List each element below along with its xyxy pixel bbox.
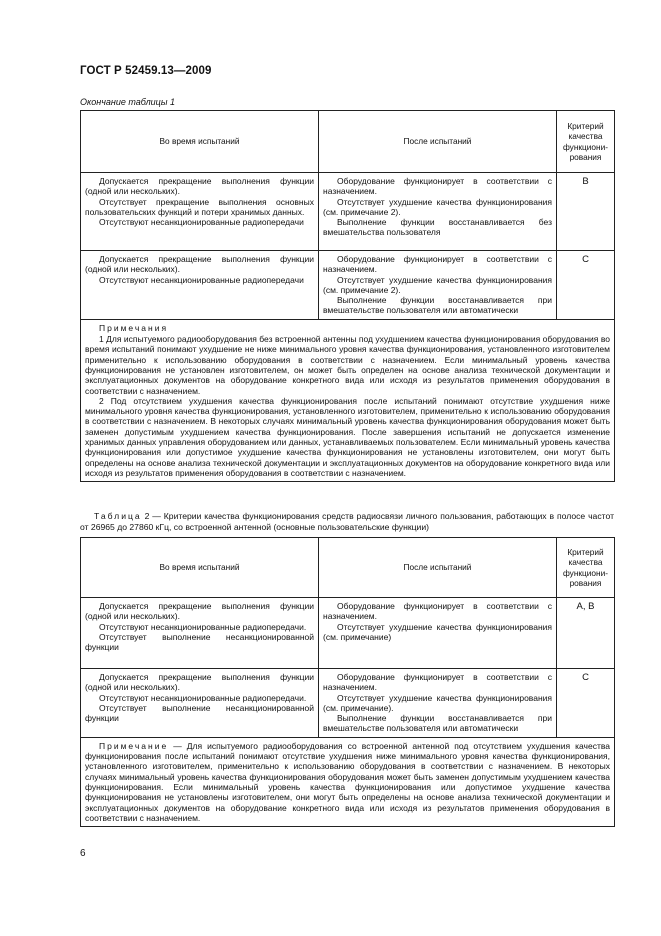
cell-paragraph: Оборудование функционирует в соответствии с назначением. — [323, 176, 552, 197]
note-text: — Для испытуемого радиооборудования со встроенной антенной под отсутствием ухудшения качества функционирования после испытаний понимают отсутствие ухудшения ниже минимального уровня качества функционирования, установленного изготовителем, применительно к использованию оборудования в соответствии с назначением. В некоторых случаях минимальный уровень качества функционирования оборудования может быть заменен допустимым ухудшением качества функционирования. Если минимальный уровень качества функционирования или допустимое ухудшение качества функционирования не установлены изготовителем, они могут быть определены на основе анализа технической документации и эксплуатационных документов на оборудование конкретного вида или исходя из результатов применения оборудования в соответствии с назначением. — [85, 740, 610, 823]
table2-caption — [80, 511, 614, 532]
cell-paragraph: Выполнение функции восстанавливается при вмешательстве пользователя или автоматически — [323, 713, 552, 734]
cell-paragraph: Отсутствуют несанкционированные радиопередачи. — [99, 692, 307, 703]
table2-row2-after — [319, 669, 557, 738]
table1-header-criterion: Критерий качества функциони-рования — [557, 111, 615, 173]
table1-row2-criterion: C — [557, 251, 615, 320]
cell-paragraph: Отсутствует ухудшение качества функционирования (см. примечание 2). — [323, 274, 552, 295]
table1-row1-criterion: B — [557, 173, 615, 251]
cell-paragraph: Отсутствует прекращение выполнения основных пользовательских функций и потери хранимых данных. — [85, 196, 314, 217]
table2-caption-label: Таблица — [94, 511, 142, 521]
table-row — [81, 598, 615, 669]
cell-paragraph: Выполнение функции восстанавливается при вмешательстве пользователя или автоматически — [323, 295, 552, 316]
table-row — [81, 669, 615, 738]
table-row — [81, 173, 615, 251]
table1-notes-row — [81, 319, 615, 481]
table1 — [80, 110, 615, 482]
cell-paragraph: Отсутствует ухудшение качества функционирования (см. примечание). — [323, 692, 552, 713]
notes-title: Примечания — [99, 322, 169, 333]
cell-paragraph: Выполнение функции восстанавливается без вмешательства пользователя — [323, 217, 552, 238]
table2-header-after: После испытаний — [319, 538, 557, 598]
note-label: Примечание — [99, 740, 169, 751]
cell-paragraph: Оборудование функционирует в соответствии с назначением. — [323, 254, 552, 275]
cell-paragraph: Оборудование функционирует в соответствии с назначением. — [323, 672, 552, 693]
note-paragraph — [85, 741, 610, 823]
cell-paragraph: Допускается прекращение выполнения функции (одной или нескольких). — [85, 601, 314, 622]
table2-row1-after — [319, 598, 557, 669]
cell-paragraph: Отсутствует ухудшение качества функционирования (см. примечание) — [323, 621, 552, 642]
table1-caption: Окончание таблицы 1 — [80, 97, 175, 107]
table2-row1-criterion: A, B — [557, 598, 615, 669]
cell-paragraph: Отсутствует выполнение несанкционированной функции — [85, 631, 314, 653]
table2-note-row — [81, 737, 615, 826]
cell-paragraph: Допускается прекращение выполнения функции (одной или нескольких). — [85, 176, 314, 197]
table2-header-row — [81, 538, 615, 598]
table2-header-criterion: Критерий качества функциони-рования — [557, 538, 615, 598]
cell-paragraph: Отсутствует выполнение несанкционированной функции — [85, 702, 314, 724]
table2-caption-text: 2 — Критерии качества функционирования средств радиосвязи личного пользования, работающих в полосе частот от 26965 до 27860 кГц, со встроенной антенной (основные пользовательские функции) — [80, 511, 615, 532]
cell-paragraph: Допускается прекращение выполнения функции (одной или нескольких). — [85, 672, 314, 693]
table2-note — [81, 737, 615, 826]
table1-row2-after — [319, 251, 557, 320]
table2-row2-during — [81, 669, 319, 738]
table1-header-after: После испытаний — [319, 111, 557, 173]
table1-notes — [81, 319, 615, 481]
note-1: 1 Для испытуемого радиооборудования без встроенной антенны под ухудшением качества функционирования оборудования во время испытаний понимают ухудшение не ниже минимального уровня качества функционирования, установленного изготовителем применительно к использованию оборудования в соответствии с назначением. Если минимальный уровень качества функционирования не установлен изготовителем, он может быть определен на основе анализа технической документации и эксплуатационных документов на оборудование конкретного вида или исходя из результатов применения оборудования в соответствии с назначением. — [85, 334, 610, 396]
table1-row1-during — [81, 173, 319, 251]
table-row — [81, 251, 615, 320]
table1-header-row — [81, 111, 615, 173]
table1-row2-during — [81, 251, 319, 320]
cell-paragraph: Отсутствует ухудшение качества функционирования (см. примечание 2). — [323, 196, 552, 217]
table2 — [80, 537, 615, 827]
cell-paragraph: Отсутствуют несанкционированные радиопередачи — [99, 217, 304, 228]
cell-paragraph: Отсутствуют несанкционированные радиопередачи. — [99, 621, 307, 632]
page-number: 6 — [80, 848, 86, 859]
document-header: ГОСТ Р 52459.13—2009 — [80, 65, 212, 77]
cell-paragraph: Допускается прекращение выполнения функции (одной или нескольких). — [85, 254, 314, 275]
table2-row1-during — [81, 598, 319, 669]
table1-header-during: Во время испытаний — [81, 111, 319, 173]
table1-row1-after — [319, 173, 557, 251]
cell-paragraph: Отсутствуют несанкционированные радиопередачи — [99, 274, 304, 285]
note-2: 2 Под отсутствием ухудшения качества функционирования после испытаний понимают отсутствие ухудшения ниже минимального уровня качества функционирования, установленного изготовителем, применительно к использованию оборудования в соответствии с назначением. В некоторых случаях минимальный уровень качества функционирования оборудования может быть заменен допустимым ухудшением качества функционирования. После завершения испытаний не допускается изменение хранимых данных управления оборудованием или данных, устанавливаемых пользователем. Если минимальный уровень качества функционирования или допустимое ухудшение качества функционирования не установлены изготовителем, они могут быть определены на основе анализа технической документации и эксплуатационных документов на оборудование конкретного вида или исходя из результатов применения оборудования в соответствии с назначением. — [85, 395, 610, 478]
table2-header-during: Во время испытаний — [81, 538, 319, 598]
cell-paragraph: Оборудование функционирует в соответствии с назначением. — [323, 601, 552, 622]
table2-row2-criterion: C — [557, 669, 615, 738]
